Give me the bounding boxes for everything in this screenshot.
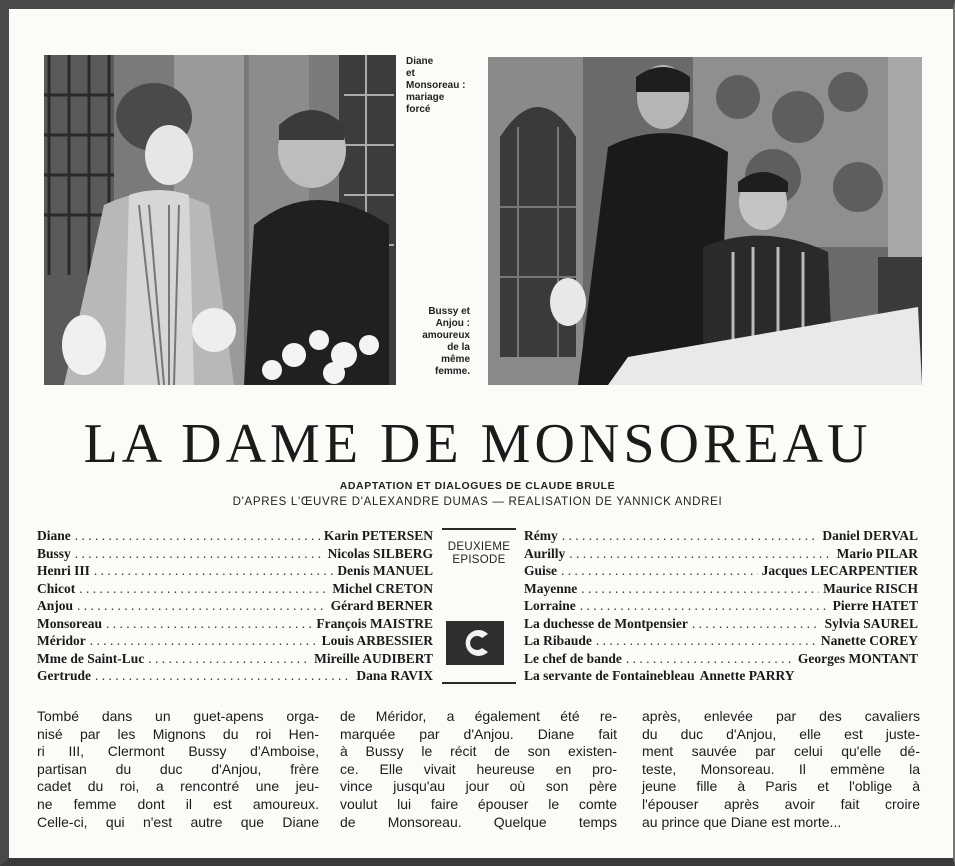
credit-adaptation: ADAPTATION ET DIALOGUES DE CLAUDE BRULE bbox=[339, 480, 616, 492]
cast-row bbox=[524, 650, 918, 668]
text-line: Celle-ci, qui n'est autre que Diane bbox=[37, 813, 319, 830]
leader-dots bbox=[75, 527, 320, 545]
leader-dots bbox=[561, 562, 758, 580]
episode-label-text: DEUXIEME EPISODE bbox=[447, 541, 511, 566]
synopsis-column-3 bbox=[642, 708, 920, 831]
synopsis-column-1 bbox=[37, 708, 319, 831]
text-line: à Bussy le récit de son existen- bbox=[340, 743, 617, 760]
cast-role: Le chef de bande bbox=[524, 650, 622, 666]
cast-actor: Sylvia SAUREL bbox=[824, 615, 918, 631]
cast-role: La servante de Fontainebleau bbox=[524, 668, 695, 683]
cast-role: Henri III bbox=[37, 563, 90, 578]
cast-actor: Mireille AUDIBERT bbox=[314, 650, 433, 666]
cast-row bbox=[524, 562, 918, 580]
cast-actor: Dana RAVIX bbox=[356, 668, 433, 683]
cast-actor: Georges MONTANT bbox=[797, 650, 918, 666]
cast-list-right bbox=[524, 527, 918, 685]
cast-role: Monsoreau bbox=[37, 615, 103, 631]
rule-top bbox=[442, 528, 516, 530]
caption-diane-monsoreau: Diane et Monsoreau : mariage forcé bbox=[406, 56, 466, 115]
cast-list-left bbox=[37, 527, 433, 685]
text-line: de Monsoreau. Quelque temps bbox=[340, 813, 617, 830]
page-title: LA DAME DE MONSOREAU bbox=[83, 413, 872, 475]
text-line: voulut lui faire épouser le comte bbox=[340, 795, 617, 812]
cast-row bbox=[37, 650, 433, 668]
cast-row bbox=[524, 615, 918, 633]
cast-actor: Mario PILAR bbox=[836, 545, 918, 561]
cast-role: La duchesse de Montpensier bbox=[524, 615, 688, 631]
text-line: jeune fille à Paris et l'oblige à bbox=[642, 778, 920, 795]
cast-row bbox=[524, 597, 918, 615]
cast-row bbox=[524, 527, 918, 545]
text-line: au prince que Diane est morte... bbox=[642, 813, 842, 830]
cast-role: Méridor bbox=[37, 633, 86, 648]
text-line: après, enlevée par des cavaliers bbox=[642, 708, 920, 724]
leader-dots bbox=[79, 580, 328, 598]
text-line: ne femme dont il est amoureux. bbox=[37, 795, 319, 812]
photo-diane-monsoreau bbox=[44, 55, 396, 385]
cast-actor: Michel CRETON bbox=[332, 580, 433, 596]
text-line: ce. Elle vivait heureuse en pro- bbox=[340, 760, 617, 777]
cast-row bbox=[37, 597, 433, 615]
cast-actor: Nanette COREY bbox=[820, 633, 918, 648]
cast-actor: François MAISTRE bbox=[316, 615, 433, 631]
leader-dots bbox=[95, 667, 352, 685]
text-line: marquée par d'Anjou. Diane fait bbox=[340, 725, 617, 742]
leader-dots bbox=[106, 615, 312, 633]
cast-row bbox=[524, 632, 918, 650]
cast-row bbox=[37, 562, 433, 580]
cast-role: Rémy bbox=[524, 528, 558, 543]
text-line: nisé par les Mignons du roi Hen- bbox=[37, 725, 319, 742]
leader-dots bbox=[148, 650, 310, 668]
leader-dots bbox=[562, 527, 819, 545]
cast-actor: Karin PETERSEN bbox=[323, 528, 433, 543]
cast-row bbox=[524, 545, 918, 563]
cast-role: La Ribaude bbox=[524, 633, 592, 648]
cast-role: Guise bbox=[524, 563, 558, 578]
cast-row bbox=[37, 527, 433, 545]
episode-block bbox=[438, 526, 520, 686]
caption-bussy-anjou: Bussy et Anjou : amoureux de la même femme. bbox=[422, 306, 470, 377]
text-line: vince jusqu'au jour où son père bbox=[340, 778, 617, 795]
cast-actor: Annette PARRY bbox=[699, 668, 795, 683]
text-line: ri III, Clermont Bussy d'Amboise, bbox=[37, 743, 319, 760]
leader-dots bbox=[596, 632, 817, 650]
cast-role: Mme de Saint-Luc bbox=[37, 650, 145, 666]
cast-actor: Pierre HATET bbox=[832, 598, 918, 613]
cast-actor: Gérard BERNER bbox=[330, 598, 433, 613]
cast-role: Bussy bbox=[37, 545, 71, 561]
cast-actor: Denis MANUEL bbox=[337, 563, 433, 578]
leader-dots bbox=[90, 632, 318, 650]
cast-actor: Daniel DERVAL bbox=[822, 528, 918, 543]
text-line: partisan du duc d'Anjou, frère bbox=[37, 760, 319, 777]
leader-dots bbox=[75, 545, 324, 563]
cast-actor: Nicolas SILBERG bbox=[327, 545, 433, 561]
synopsis-column-2 bbox=[340, 708, 617, 831]
cast-role: Gertrude bbox=[37, 668, 91, 683]
cast-row bbox=[37, 545, 433, 563]
text-line: l'épouser après avoir fait croire bbox=[642, 795, 920, 812]
text-line: Tombé dans un guet-apens orga- bbox=[37, 708, 319, 724]
cast-role: Diane bbox=[37, 528, 71, 543]
cast-role: Aurilly bbox=[524, 545, 566, 561]
text-line: teste, Monsoreau. Il emmène la bbox=[642, 760, 920, 777]
cast-row bbox=[524, 580, 918, 598]
cast-row bbox=[37, 667, 433, 685]
leader-dots bbox=[581, 580, 819, 598]
text-line: du duc d'Anjou, elle est juste- bbox=[642, 725, 920, 742]
leader-dots bbox=[580, 597, 829, 615]
leader-dots bbox=[626, 650, 794, 668]
cast-row bbox=[37, 580, 433, 598]
text-line: de Méridor, a également été re- bbox=[340, 708, 617, 724]
episode-label bbox=[438, 541, 520, 567]
cast-role: Chicot bbox=[37, 580, 76, 596]
leader-dots bbox=[94, 562, 333, 580]
rule-bottom bbox=[442, 682, 516, 684]
cast-actor: Jacques LECARPENTIER bbox=[761, 563, 918, 578]
cast-actor: Maurice RISCH bbox=[823, 580, 918, 596]
credit-author-director: D'APRES L'ŒUVRE D'ALEXANDRE DUMAS — REALISATION DE YANNICK ANDREI bbox=[232, 496, 723, 508]
leader-dots bbox=[692, 615, 821, 633]
cast-role: Anjou bbox=[37, 598, 74, 613]
leader-dots bbox=[569, 545, 832, 563]
channel-logo bbox=[446, 621, 504, 665]
cast-role: Lorraine bbox=[524, 598, 576, 613]
cast-row bbox=[37, 615, 433, 633]
leader-dots bbox=[77, 597, 327, 615]
cast-row bbox=[524, 667, 918, 685]
cast-role: Mayenne bbox=[524, 580, 578, 596]
text-line: cadet du roi, a rencontré une jeu- bbox=[37, 778, 319, 795]
cast-row bbox=[37, 632, 433, 650]
photo-bussy-anjou bbox=[488, 57, 922, 385]
text-line: ment sauvée par celui qu'elle dé- bbox=[642, 743, 920, 760]
cast-actor: Louis ARBESSIER bbox=[321, 633, 433, 648]
